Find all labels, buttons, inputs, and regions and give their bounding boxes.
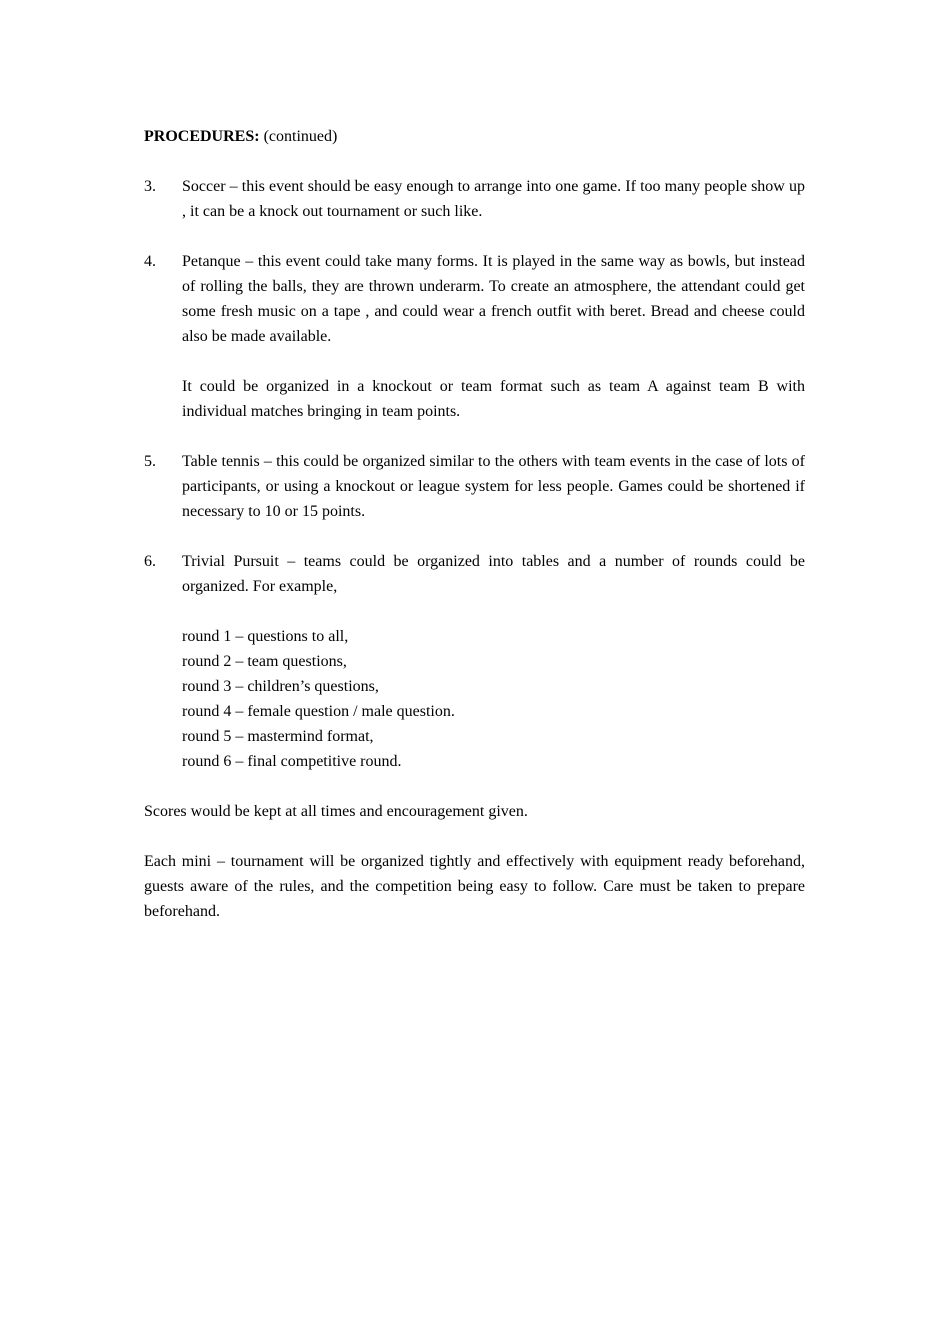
list-item-number: 4. — [144, 253, 156, 270]
round-line: round 5 – mastermind format, — [182, 728, 374, 745]
section-heading-continued: (continued) — [259, 128, 338, 145]
list-item-number: 3. — [144, 178, 156, 195]
list-item-number: 6. — [144, 553, 156, 570]
tournament-paragraph: Each mini – tournament will be organized tightly and effectively with equipment ready beforehand, guests aware of the rules, and the competition being easy to follow. Care must be taken to prepare beforehand. — [144, 853, 805, 920]
list-item-number: 5. — [144, 453, 156, 470]
list-item-text: Table tennis – this could be organized similar to the others with team events in the case of lots of participants, or using a knockout or league system for less people. Games could be shortened if necessary to 10 or 15 points. — [182, 453, 805, 520]
list-item-text: Soccer – this event should be easy enough to arrange into one game. If too many people show up , it can be a knock out tournament or such like. — [182, 178, 805, 220]
rounds-list — [144, 624, 805, 774]
list-item-petanque — [144, 249, 805, 349]
round-line: round 4 – female question / male question. — [182, 703, 455, 720]
round-line: round 2 – team questions, — [182, 653, 347, 670]
scores-paragraph: Scores would be kept at all times and encouragement given. — [144, 803, 528, 820]
round-line: round 6 – final competitive round. — [182, 753, 402, 770]
section-heading — [144, 124, 805, 149]
document-page — [144, 124, 805, 949]
list-item-table-tennis — [144, 449, 805, 524]
petanque-followup-paragraph: It could be organized in a knockout or team format such as team A against team B with individual matches bringing in team points. — [182, 378, 805, 420]
round-line: round 3 – children’s questions, — [182, 678, 379, 695]
list-item-text: Trivial Pursuit – teams could be organized into tables and a number of rounds could be organized. For example, — [182, 553, 805, 595]
list-item-soccer — [144, 174, 805, 224]
round-line: round 1 – questions to all, — [182, 628, 349, 645]
list-item-trivial-pursuit — [144, 549, 805, 599]
list-item-text: Petanque – this event could take many forms. It is played in the same way as bowls, but instead of rolling the balls, they are thrown underarm. To create an atmosphere, the attendant could get some fresh music on a tape , and could wear a french outfit with beret. Bread and cheese could also be made available. — [182, 253, 805, 345]
section-heading-bold: PROCEDURES: — [144, 128, 260, 145]
